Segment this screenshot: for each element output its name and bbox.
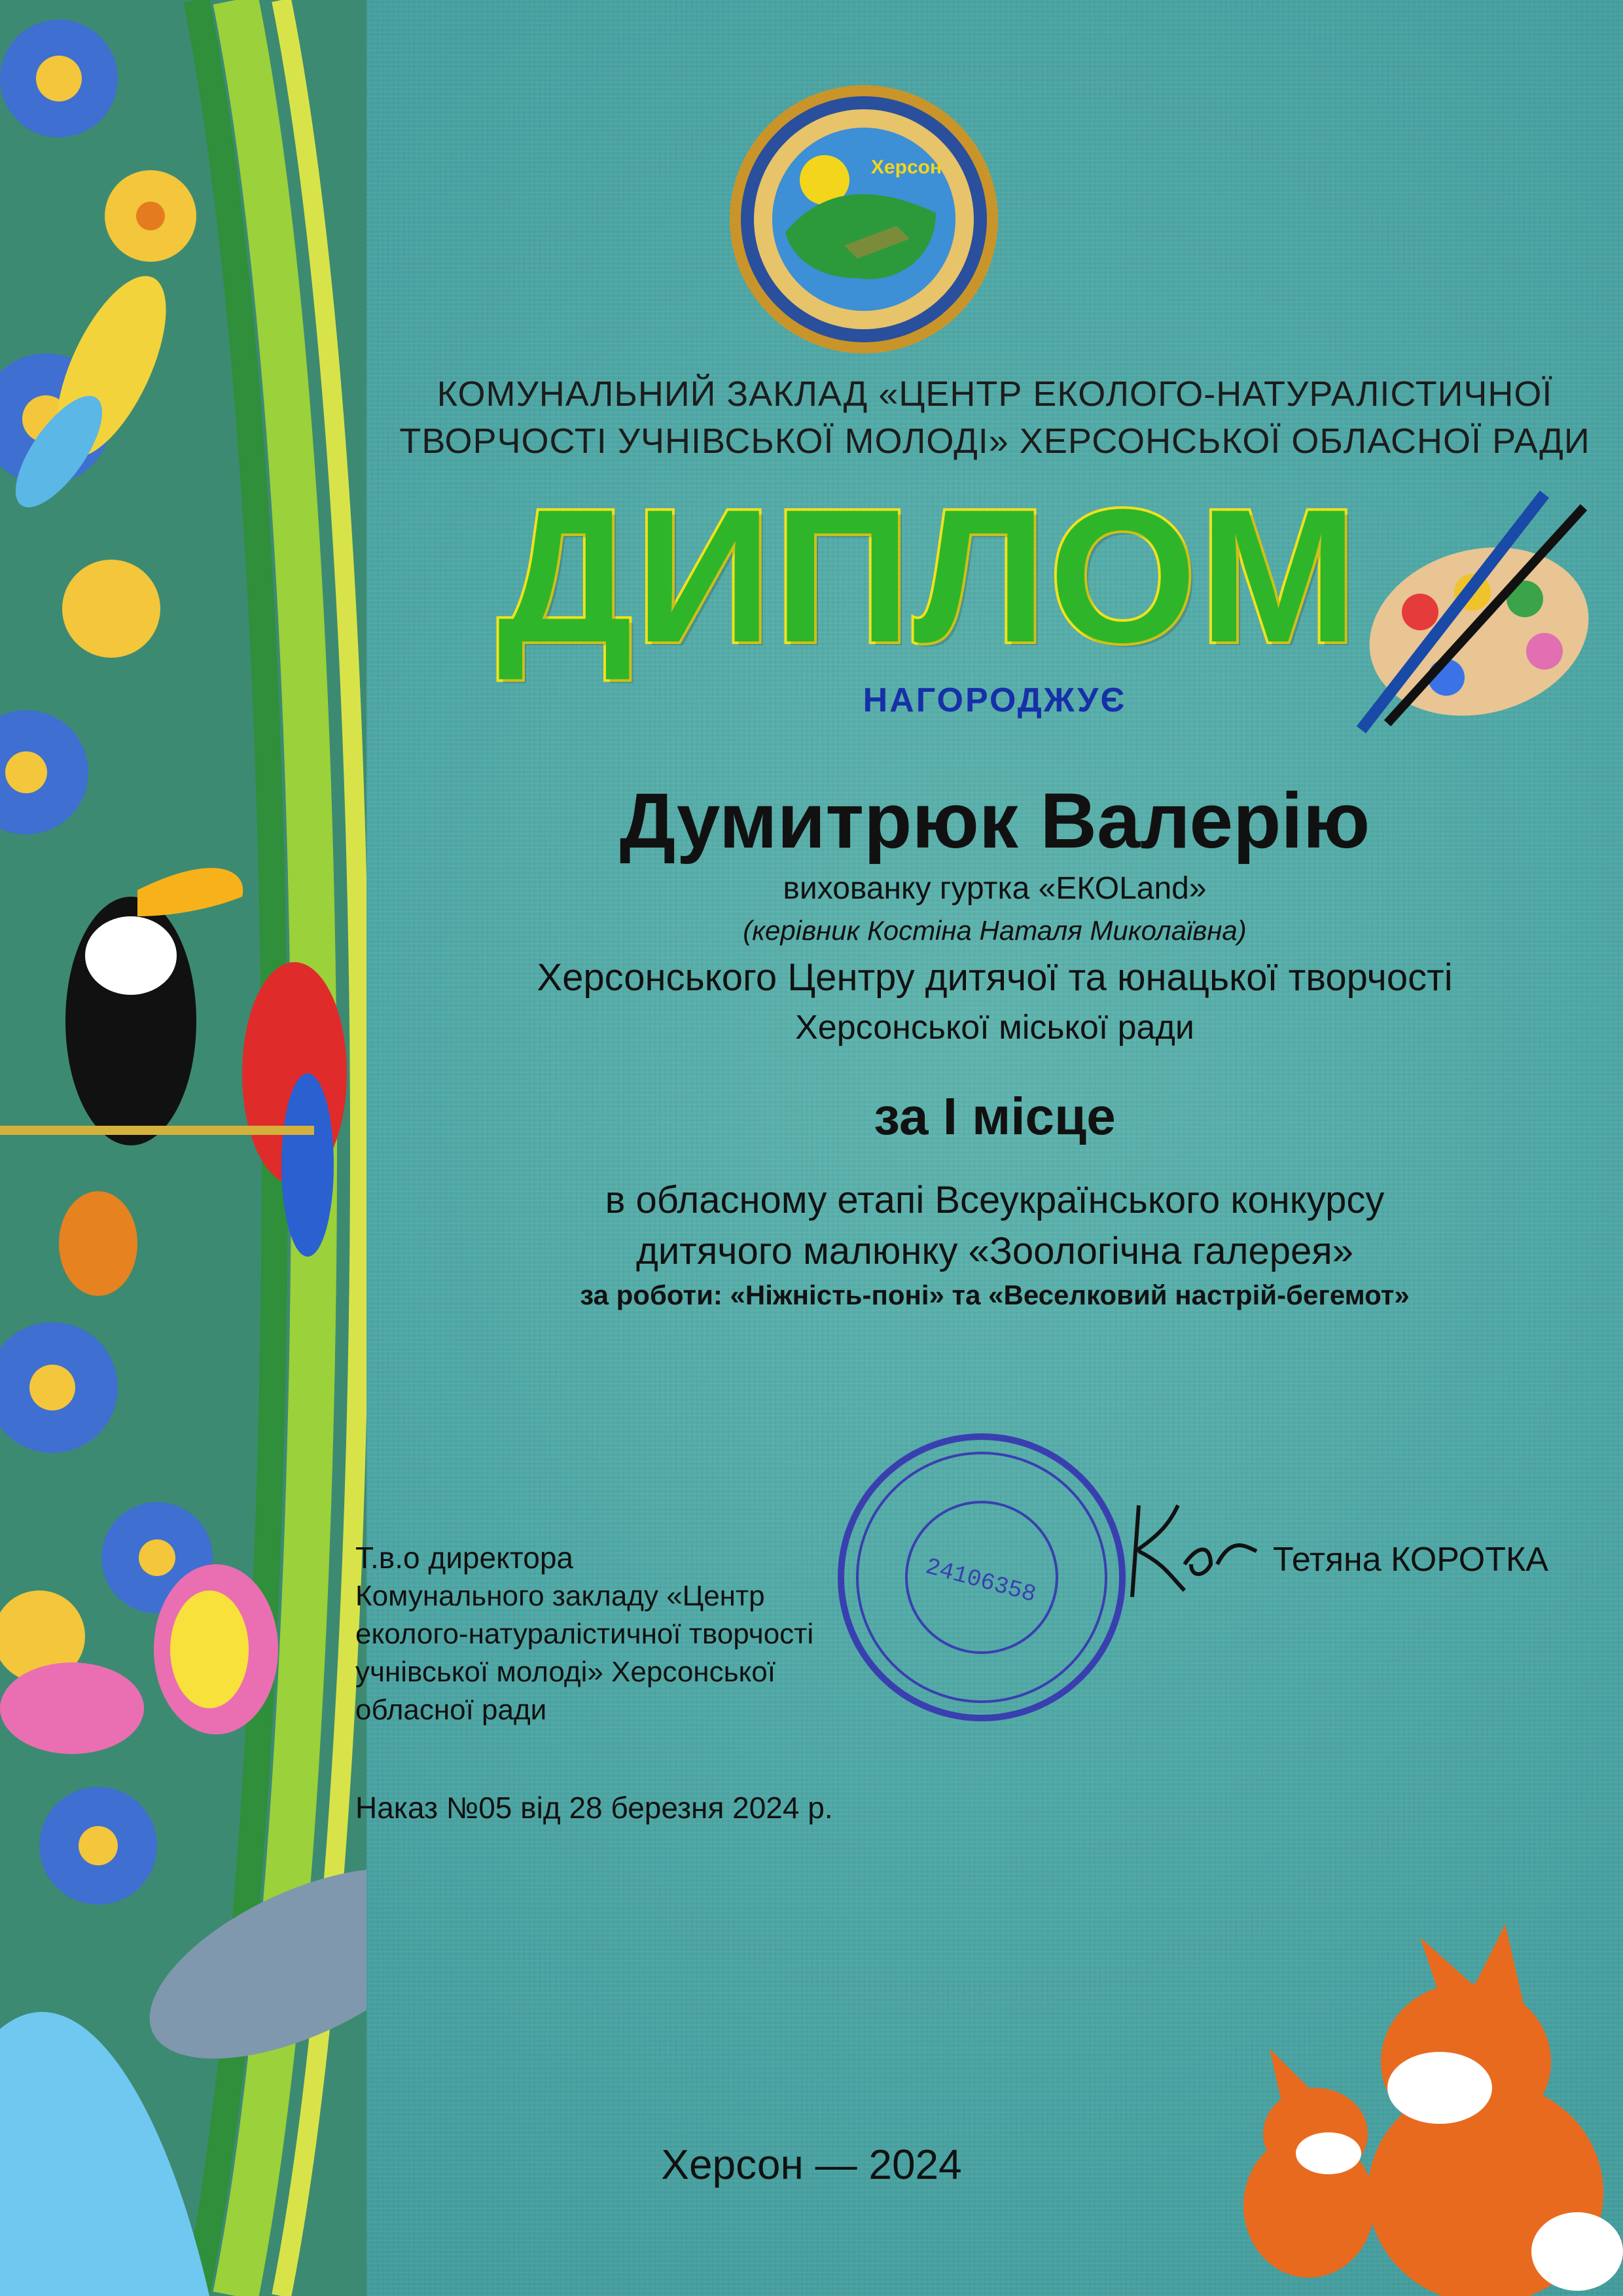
contest-line-1: в обласному етапі Всеукраїнського конкурсу xyxy=(605,1179,1385,1221)
branch xyxy=(0,1126,314,1135)
recipient-supervisor: (керівник Костіна Наталя Миколаївна) xyxy=(743,915,1247,946)
recipient-name: Думитрюк Валерію xyxy=(619,777,1370,865)
order-reference: Наказ №05 від 28 березня 2024 р. xyxy=(355,1791,833,1825)
handwritten-signature xyxy=(1119,1492,1263,1610)
organization-name xyxy=(366,370,1623,465)
director-title-block xyxy=(355,1538,879,1729)
recipient-council: Херсонської міської ради xyxy=(795,1009,1194,1047)
recipient-club: вихованку гуртка «ЕКОLand» xyxy=(783,871,1207,906)
awards-label: НАГОРОДЖУЄ xyxy=(863,681,1127,719)
stamp-number: 24106358 xyxy=(922,1553,1039,1609)
director-org-line-4: обласної ради xyxy=(355,1694,547,1726)
logo-city-text: Херсон xyxy=(870,156,942,178)
director-role: Т.в.о директора xyxy=(355,1541,574,1575)
institution-logo xyxy=(700,82,1027,357)
organization-line-2: ТВОРЧОСТІ УЧНІВСЬКОЇ МОЛОДІ» ХЕРСОНСЬКОЇ ОБЛАСНОЇ РАДИ xyxy=(399,422,1590,461)
director-org-line-2: еколого-натуралістичної творчості xyxy=(355,1618,814,1650)
signer-name: Тетяна КОРОТКА xyxy=(1273,1541,1548,1579)
official-stamp xyxy=(831,1427,1132,1728)
director-org-line-1: Комунального закладу «Центр xyxy=(355,1580,765,1612)
footer-city-year: Херсон — 2024 xyxy=(661,2141,962,2188)
contest-works: за роботи: «Ніжність-поні» та «Веселковий настрій-бегемот» xyxy=(580,1280,1410,1310)
contest-line-2: дитячого малюнку «Зоологічна галерея» xyxy=(636,1230,1353,1272)
diploma-title: ДИПЛОМ xyxy=(497,470,1361,682)
monarch-butterfly-icon xyxy=(59,1191,137,1296)
director-org-line-3: учнівської молоді» Херсонської xyxy=(355,1656,776,1688)
award-place: за І місце xyxy=(874,1087,1116,1145)
recipient-center: Херсонського Центру дитячої та юнацької творчості xyxy=(537,956,1453,999)
organization-line-1: КОМУНАЛЬНИЙ ЗАКЛАД «ЦЕНТР ЕКОЛОГО-НАТУРАЛІСТИЧНОЇ xyxy=(437,374,1553,414)
foxes-illustration xyxy=(1198,1898,1623,2296)
floral-border xyxy=(0,0,366,2296)
